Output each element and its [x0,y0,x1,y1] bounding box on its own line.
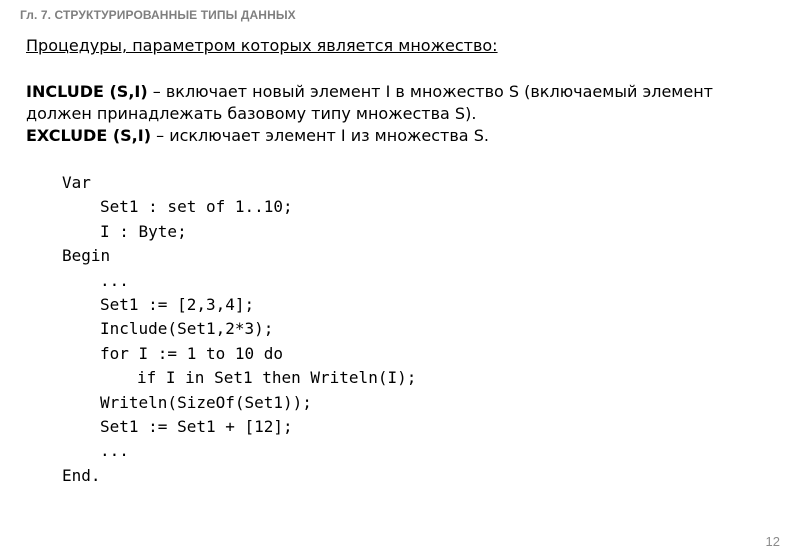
code-line: Var [62,173,91,192]
code-line: if I in Set1 then Writeln(I); [137,368,417,388]
procedure-descriptions [26,81,766,147]
exclude-procedure-text: – исключает элемент I из множества S. [151,126,489,145]
include-procedure-text: – включает новый элемент I в множество S (включаемый элемент должен принадлежать базовому типу множества S). [26,82,713,123]
code-line: I : Byte; [100,221,187,241]
exclude-procedure-description [26,125,766,147]
code-line: ... [100,441,129,461]
code-line: Include(Set1,2*3); [100,319,274,339]
code-line: Set1 := Set1 + [12]; [100,416,293,436]
code-line: ... [100,270,129,290]
code-line: Set1 := [2,3,4]; [100,294,255,314]
code-line: for I := 1 to 10 do [100,343,284,363]
include-procedure-description [26,81,766,125]
code-listing [62,171,416,488]
page-number: 12 [765,534,780,549]
code-line: End. [62,465,101,485]
chapter-header: Гл. 7. СТРУКТУРИРОВАННЫЕ ТИПЫ ДАННЫХ [20,8,296,22]
code-line: Set1 : set of 1..10; [100,197,293,217]
exclude-procedure-name: EXCLUDE (S,I) [26,126,152,145]
section-heading: Процедуры, параметром которых является множество: [26,36,498,55]
code-line: Writeln(SizeOf(Set1)); [100,392,312,412]
include-procedure-name: INCLUDE (S,I) [26,82,148,101]
code-line: Begin [62,246,111,266]
